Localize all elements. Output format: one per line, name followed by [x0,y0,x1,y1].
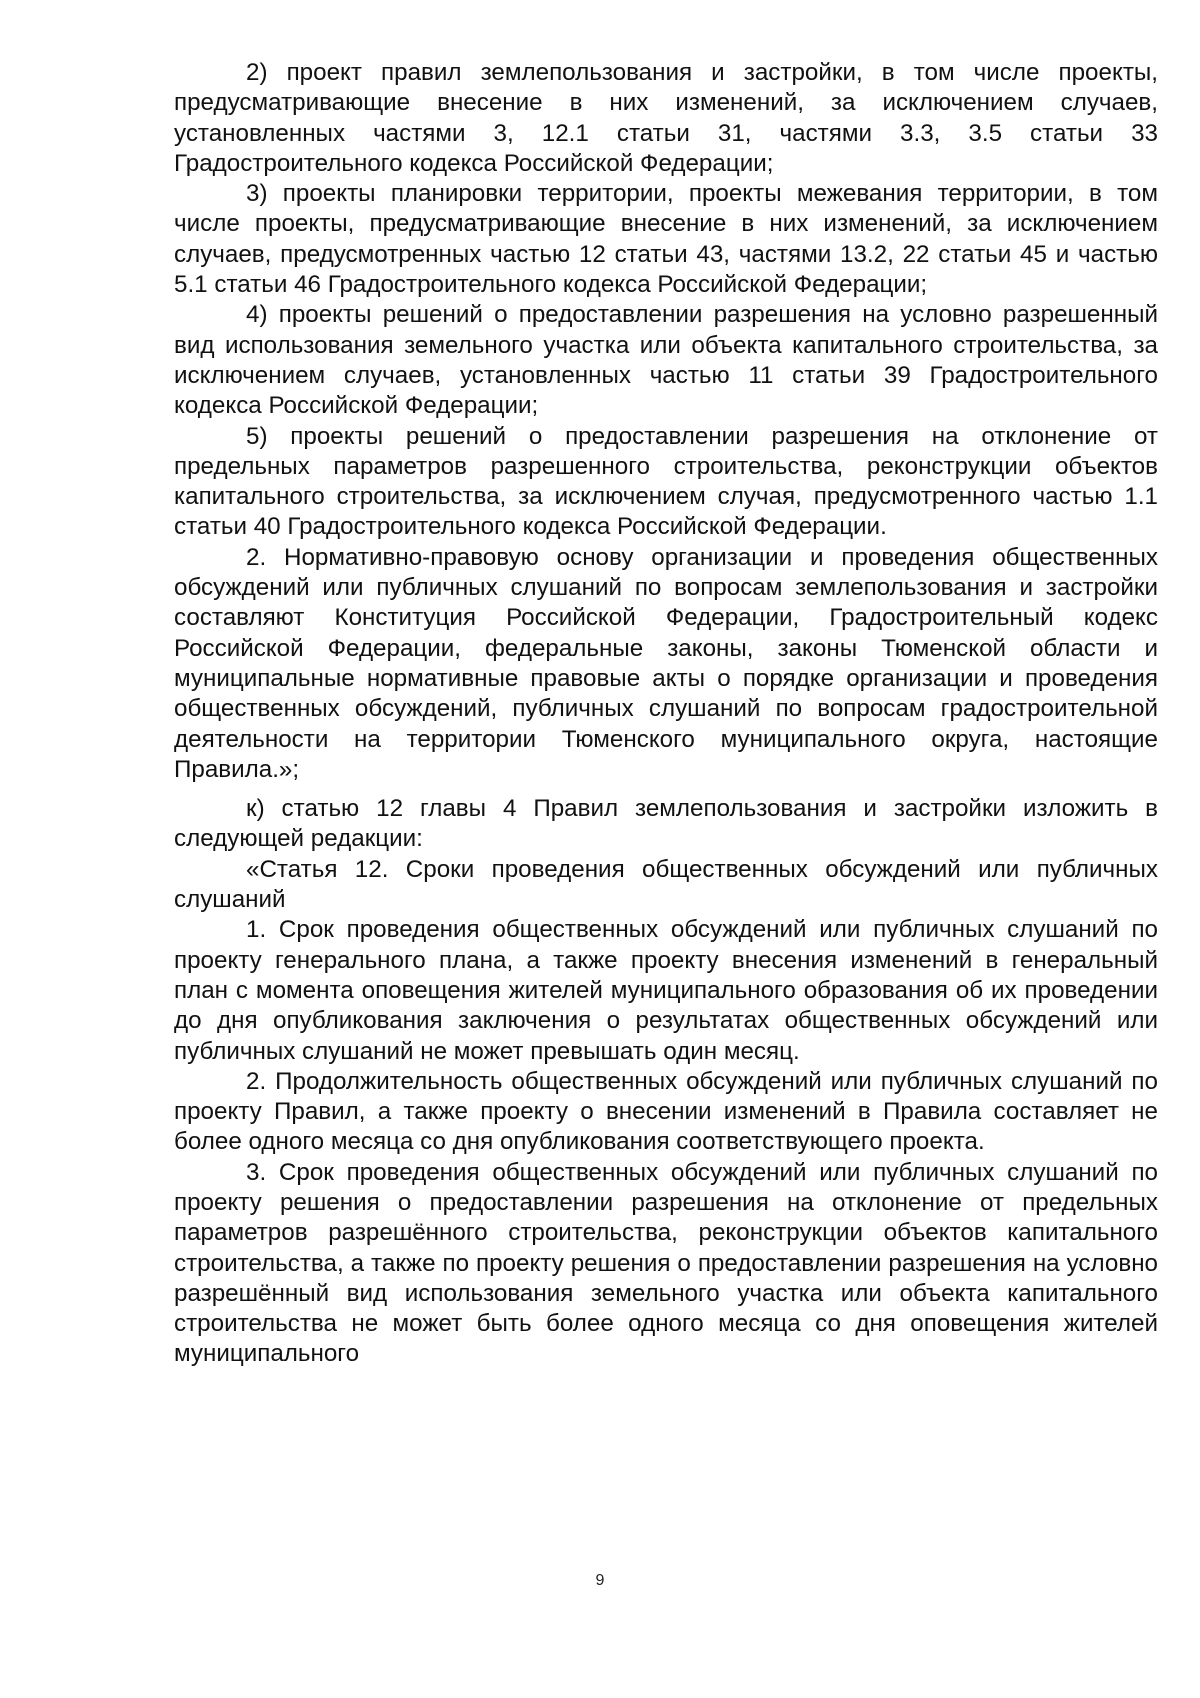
document-body [174,58,1158,1370]
page-number: 9 [595,1572,605,1589]
paragraph-item-3: 3) проекты планировки территории, проекты межевания территории, в том числе проекты, предусматривающие внесение в них изменений, за исключением случаев, предусмотренных частью 12 статьи 43, частями 13.2, 22 статьи 45 и частью 5.1 статьи 46 Градостроительного кодекса Российской Федерации; [174,180,1158,299]
article-12-clause-2: 2. Продолжительность общественных обсуждений или публичных слушаний по проекту Правил, а также проекту о внесении изменений в Правила составляет не более одного месяца со дня опубликования соответствующего проекта. [174,1067,1158,1156]
article-12-heading: «Статья 12. Сроки проведения общественных обсуждений или публичных слушаний [174,855,1158,914]
article-12-clause-3: 3. Срок проведения общественных обсуждений или публичных слушаний по проекту решения о предоставлении разрешения на отклонение от предельных параметров разрешённого строительства, реконструкции объектов капитального строительства, а также по проекту решения о предоставлении разрешения на условно разрешённый вид использования земельного участка или объекта капитального строительства не может быть более одного месяца со дня оповещения жителей муниципального [174,1158,1158,1368]
paragraph-legal-basis: 2. Нормативно-правовую основу организации и проведения общественных обсуждений или публичных слушаний по вопросам землепользования и застройки составляют Конституция Российской Федерации, Градостроительный кодекс Российской Федерации, федеральные законы, законы Тюменской области и муниципальные нормативные правовые акты о порядке организации и проведения общественных обсуждений, публичных слушаний по вопросам градостроительной деятельности на территории Тюменского муниципального округа, настоящие Правила.»; [174,543,1158,783]
paragraph-item-4: 4) проекты решений о предоставлении разрешения на условно разрешенный вид использования земельного участка или объекта капитального строительства, за исключением случаев, установленных частью 11 статьи 39 Градостроительного кодекса Российской Федерации; [174,301,1158,420]
paragraph-amendment-k: к) статью 12 главы 4 Правил землепользования и застройки изложить в следующей редакции: [174,795,1158,853]
article-12-clause-1: 1. Срок проведения общественных обсуждений или публичных слушаний по проекту генерального плана, а также проекту внесения изменений в генеральный план с момента оповещения жителей муниципального образования об их проведении до дня опубликования заключения о результатах общественных обсуждений или публичных слушаний не может превышать один месяц. [174,916,1158,1065]
paragraph-item-2: 2) проект правил землепользования и застройки, в том числе проекты, предусматривающие внесение в них изменений, за исключением случаев, установленных частями 3, 12.1 статьи 31, частями 3.3, 3.5 статьи 33 Градостроительного кодекса Российской Федерации; [174,59,1158,177]
paragraph-item-5: 5) проекты решений о предоставлении разрешения на отклонение от предельных параметров разрешенного строительства, реконструкции объектов капитального строительства, за исключением случая, предусмотренного частью 1.1 статьи 40 Градостроительного кодекса Российской Федерации. [174,422,1158,541]
